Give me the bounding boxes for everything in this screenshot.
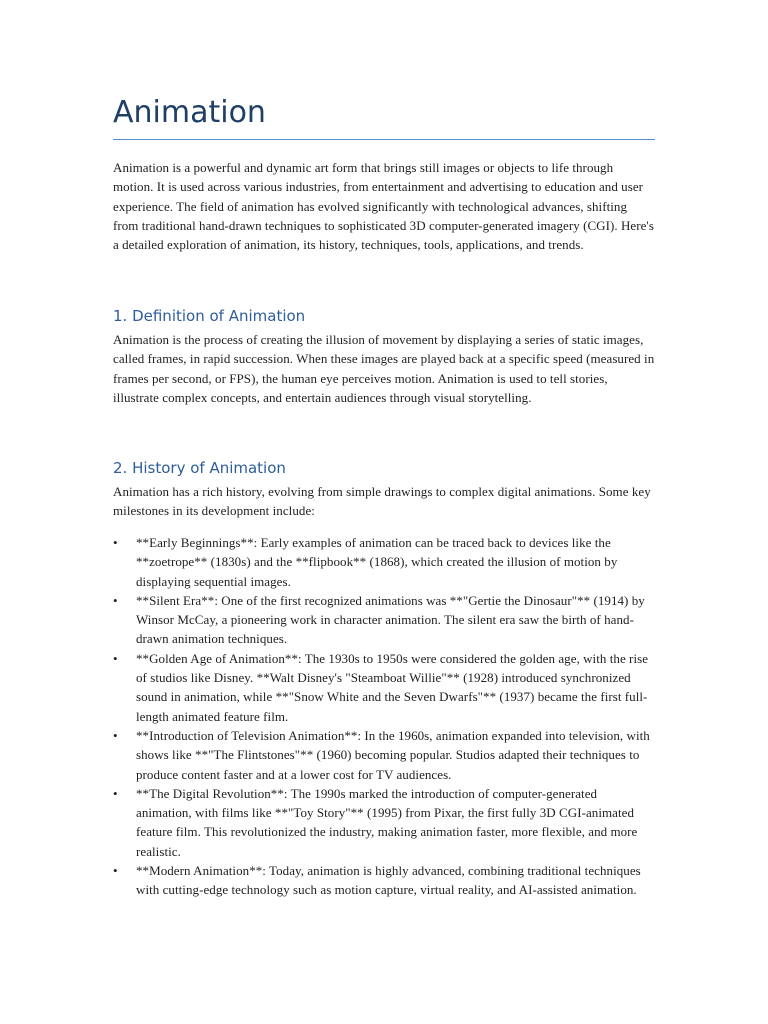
list-item: [113, 533, 655, 591]
section-heading-history: 2. History of Animation: [113, 459, 286, 477]
history-milestones-list: [113, 533, 655, 900]
list-item: [113, 591, 655, 649]
page-title: Animation: [113, 95, 266, 130]
list-item-text: **Golden Age of Animation**: The 1930s to 1950s were considered the golden age, with the rise of studios like Disney. **Walt Disney's "Steamboat Willie"** (1928) introduced synchronized sound in animation, while **"Snow White and the Seven Dwarfs"** (1937) became the first full-length animated feature film.: [136, 650, 649, 724]
list-item: [113, 861, 655, 900]
list-item: [113, 649, 655, 726]
list-item: [113, 726, 655, 784]
list-item-text: **Early Beginnings**: Early examples of animation can be traced back to devices like the **zoetrope** (1830s) and the **flipbook** (1868), which created the illusion of motion by displaying sequential images.: [136, 535, 618, 589]
bullet-icon: •: [113, 535, 118, 550]
title-underline: [113, 139, 655, 140]
list-item-text: **Silent Era**: One of the first recognized animations was **"Gertie the Dinosaur"** (1914) by Winsor McCay, a pioneering work in character animation. The silent era saw the birth of hand-drawn animation techniques.: [136, 592, 645, 647]
intro-paragraph: Animation is a powerful and dynamic art form that brings still images or objects to life through motion. It is used across various industries, from entertainment and advertising to education and user experience. The field of animation has evolved significantly with technological advances, shifting from traditional hand-drawn techniques to sophisticated 3D computer-generated imagery (CGI). Here's a detailed exploration of animation, its history, techniques, tools, applications, and trends.: [113, 160, 654, 253]
history-paragraph: Animation has a rich history, evolving from simple drawings to complex digital animations. Some key milestones in its development include:: [113, 484, 651, 519]
list-item-text: **Introduction of Television Animation**: In the 1960s, animation expanded into television, with shows like **"The Flintstones"** (1960) becoming popular. Studios adapted their techniques to produce content faster and at a lower cost for TV audiences.: [136, 727, 650, 782]
list-item: [113, 784, 655, 861]
list-item-text: **The Digital Revolution**: The 1990s marked the introduction of computer-generated animation, with films like **"Toy Story"** (1995) from Pixar, the first fully 3D CGI-animated feature film. This revolutionized the industry, making animation faster, more flexible, and more realistic.: [136, 785, 638, 859]
bullet-icon: •: [113, 592, 118, 608]
bullet-icon: •: [113, 785, 118, 801]
bullet-icon: •: [113, 727, 118, 743]
section-heading-definition: 1. Definition of Animation: [113, 307, 306, 325]
bullet-icon: •: [113, 650, 118, 666]
list-item-text: **Modern Animation**: Today, animation is highly advanced, combining traditional techniques with cutting-edge technology such as motion capture, virtual reality, and AI-assisted animation.: [136, 863, 641, 898]
definition-paragraph: Animation is the process of creating the illusion of movement by displaying a series of static images, called frames, in rapid succession. When these images are played back at a specific speed (measured in frames per second, or FPS), the human eye perceives motion. Animation is used to tell stories, illustrate complex concepts, and entertain audiences through visual storytelling.: [113, 332, 655, 405]
bullet-icon: •: [113, 863, 118, 879]
